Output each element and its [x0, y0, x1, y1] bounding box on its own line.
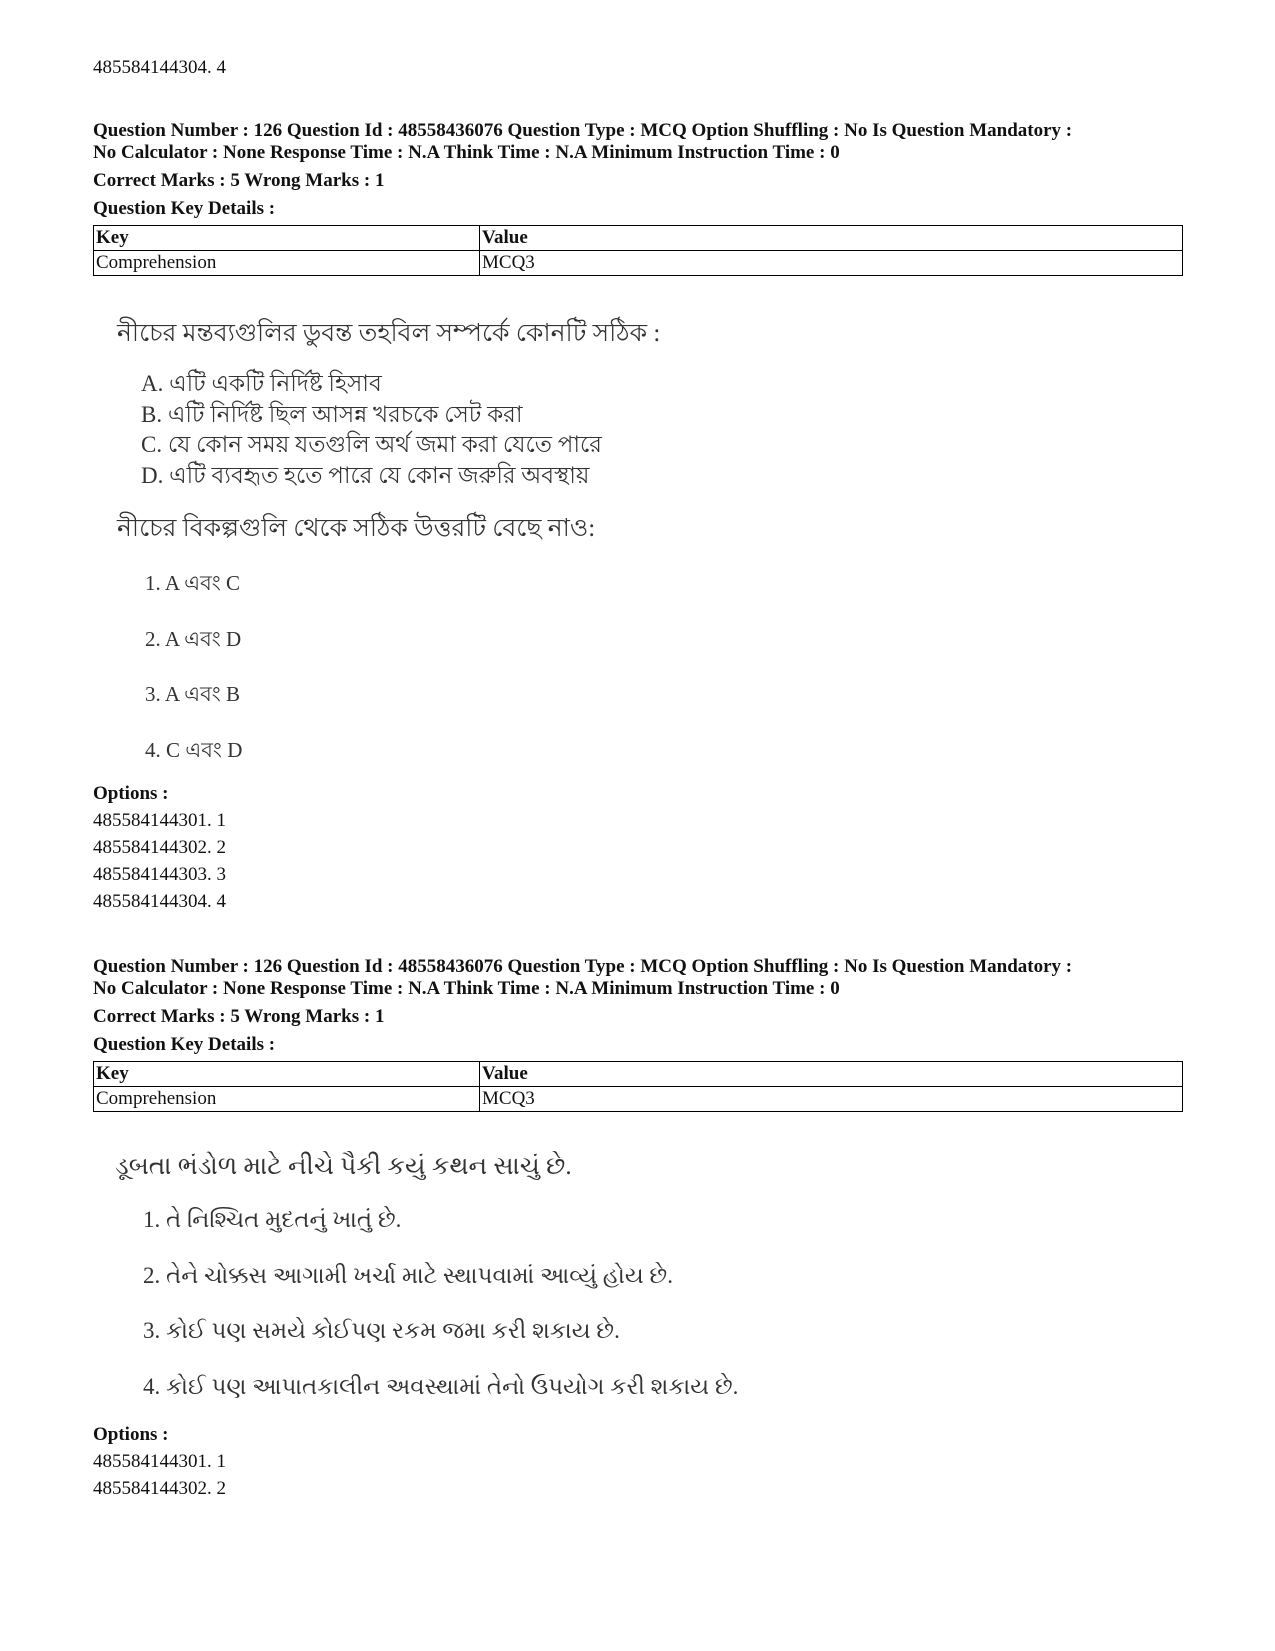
table-cell-key: Comprehension [94, 1087, 480, 1112]
statement-b: B. এটি নির্দিষ্ট ছিল আসন্ন খরচকে সেট করা [141, 402, 523, 427]
choice-4: 4. કોઈ પણ આપાતકાલીન અવસ્થામાં તેનો ઉપયોગ કરી શકાય છે. [143, 1374, 739, 1399]
question-header-line-1: Question Number : 126 Question Id : 48558436076 Question Type : MCQ Option Shuffling : No Is Question Mandatory : [93, 120, 1073, 141]
choice-3: 3. A এবং B [145, 682, 241, 706]
statement-a: A. এটি একটি নির্দিষ্ট হিসাব [141, 371, 382, 396]
option-line: 485584144304. 4 [93, 891, 226, 912]
question-stem: নীচের মন্তব্যগুলির ডুবন্ত তহবিল সম্পর্কে কোনটি সঠিক : [117, 320, 661, 347]
option-line: 485584144302. 2 [93, 1478, 226, 1499]
option-line: 485584144303. 3 [93, 864, 226, 885]
choice-2: 2. તેને ચોક્કસ આગામી ખર્ચા માટે સ્થાપવામાં આવ્યું હોય છે. [143, 1263, 673, 1288]
choice-1: 1. તે નિશ્ચિત મુદતનું ખાતું છે. [143, 1207, 402, 1232]
question-image-gujarati [93, 1145, 793, 1420]
marks-line: Correct Marks : 5 Wrong Marks : 1 [93, 1006, 385, 1027]
table-cell-value: MCQ3 [480, 251, 1183, 276]
marks-line: Correct Marks : 5 Wrong Marks : 1 [93, 170, 385, 191]
key-details-label: Question Key Details : [93, 1034, 276, 1055]
options-section [93, 1424, 226, 1500]
options-label: Options : [93, 783, 169, 804]
statement-c: C. যে কোন সময় যতগুলি অর্থ জমা করা যেতে পারে [141, 432, 602, 457]
question-block-gujarati [93, 956, 1183, 1112]
key-details-label: Question Key Details : [93, 198, 276, 219]
statement-d: D. এটি ব্যবহৃত হতে পারে যে কোন জরুরি অবস্থায় [141, 463, 590, 488]
question-instruction: নীচের বিকল্পগুলি থেকে সঠিক উত্তরটি বেছে নাও: [117, 515, 596, 542]
table-header-value: Value [480, 226, 1183, 251]
table-row [94, 1087, 1183, 1112]
options-label: Options : [93, 1424, 169, 1445]
option-line: 485584144301. 1 [93, 1451, 226, 1472]
table-cell-key: Comprehension [94, 251, 480, 276]
table-header-key: Key [94, 226, 480, 251]
question-image-bengali [93, 305, 793, 775]
question-header-line-2: No Calculator : None Response Time : N.A Think Time : N.A Minimum Instruction Time : 0 [93, 978, 840, 999]
question-header-line-1: Question Number : 126 Question Id : 48558436076 Question Type : MCQ Option Shuffling : No Is Question Mandatory : [93, 956, 1073, 977]
option-line: 485584144304. 4 [93, 57, 226, 78]
choice-3: 3. કોઈ પણ સમયે કોઈપણ રકમ જમા કરી શકાય છે. [143, 1318, 620, 1343]
options-section [93, 783, 226, 913]
choice-2: 2. A এবং D [145, 627, 242, 651]
table-header-value: Value [480, 1062, 1183, 1087]
table-row [94, 251, 1183, 276]
table-header-row [94, 1062, 1183, 1087]
question-block-bengali [93, 120, 1183, 276]
option-line: 485584144302. 2 [93, 837, 226, 858]
choice-4: 4. C এবং D [145, 738, 243, 762]
key-details-table [93, 225, 1183, 276]
choice-1: 1. A এবং C [145, 571, 241, 595]
question-stem: ડૂબતા ભંડોળ માટે નીચે પૈકી કયું કથન સાચું છે. [115, 1153, 572, 1180]
table-header-row [94, 226, 1183, 251]
key-details-table [93, 1061, 1183, 1112]
table-cell-value: MCQ3 [480, 1087, 1183, 1112]
option-line: 485584144301. 1 [93, 810, 226, 831]
table-header-key: Key [94, 1062, 480, 1087]
question-header-line-2: No Calculator : None Response Time : N.A Think Time : N.A Minimum Instruction Time : 0 [93, 142, 840, 163]
